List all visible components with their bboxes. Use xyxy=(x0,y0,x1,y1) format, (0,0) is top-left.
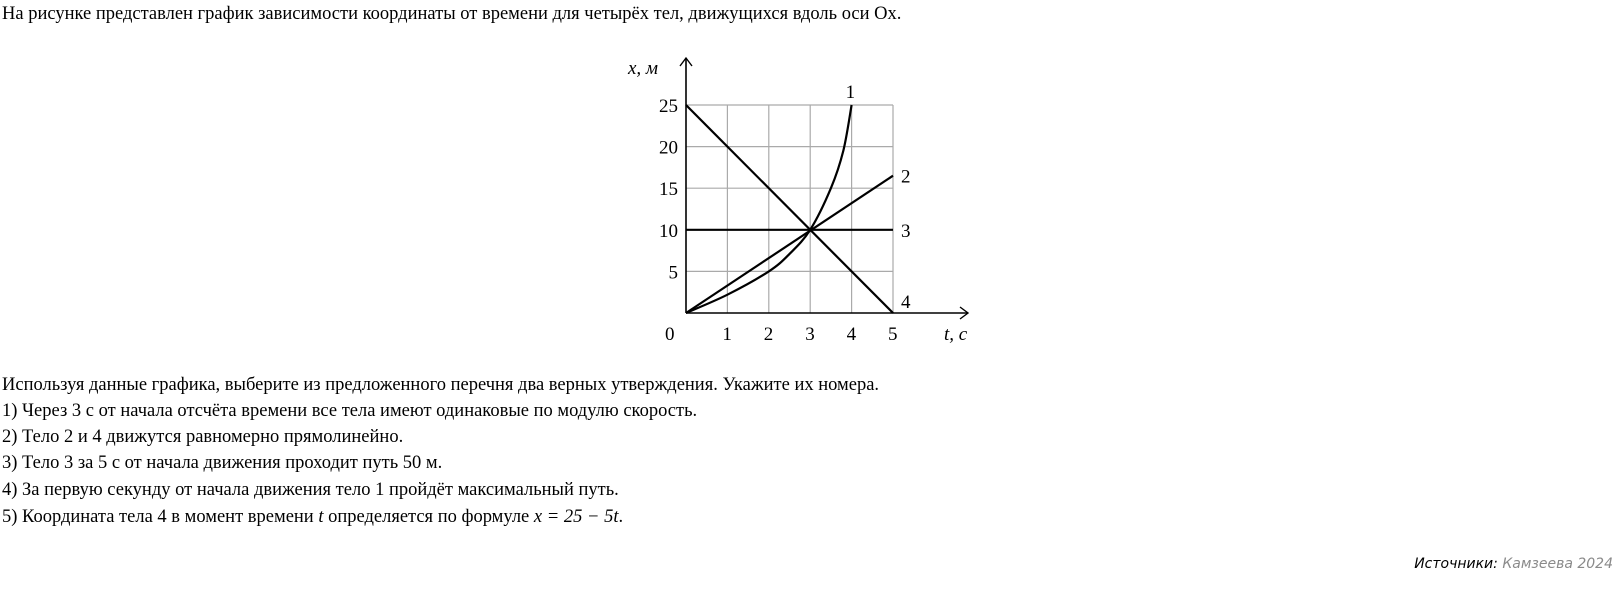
option-5-suffix: . xyxy=(618,507,624,527)
x-tick-label: 2 xyxy=(763,324,774,345)
series-line-2 xyxy=(686,176,893,313)
coordinate-time-chart xyxy=(620,50,990,350)
source-label: Источники: xyxy=(1414,556,1498,572)
option-5-middle: определяется по формуле xyxy=(323,507,534,527)
x-tick-label: 5 xyxy=(888,324,898,345)
option-4: 4) За первую секунду от начала движения тело 1 пройдёт максимальный путь. xyxy=(2,480,619,500)
option-2: 2) Тело 2 и 4 движутся равномерно прямолинейно. xyxy=(2,427,404,447)
source-link[interactable]: Камзеева 2024 xyxy=(1502,556,1613,572)
option-5-formula: x = 25 − 5t xyxy=(533,507,619,527)
y-tick-label: 20 xyxy=(659,137,678,159)
series-label-4: 4 xyxy=(901,292,911,313)
series-label-1: 1 xyxy=(845,82,856,103)
labels xyxy=(627,58,968,345)
x-tick-label: 4 xyxy=(846,324,857,345)
series-label-2: 2 xyxy=(901,166,911,188)
y-tick-label: 15 xyxy=(659,179,678,201)
y-tick-label: 5 xyxy=(668,262,678,284)
option-5-prefix: 5) Координата тела 4 в момент времени xyxy=(2,507,319,527)
y-tick-label: 25 xyxy=(659,96,678,117)
series-label-3: 3 xyxy=(901,220,911,242)
option-1: 1) Через 3 с от начала отсчёта времени все тела имеют одинаковые по модулю скорость. xyxy=(2,401,698,421)
x-tick-label: 0 xyxy=(665,324,675,345)
series xyxy=(686,105,893,313)
y-tick-label: 10 xyxy=(659,220,678,242)
x-axis-label: t, с xyxy=(944,324,968,345)
y-axis-label: x, м xyxy=(628,58,659,79)
intro-text: На рисунке представлен график зависимости координаты от времени для четырёх тел, движущихся вдоль оси Ox. xyxy=(2,4,902,24)
option-5-var: t xyxy=(318,507,324,527)
option-3: 3) Тело 3 за 5 с от начала движения проходит путь 50 м. xyxy=(2,453,443,473)
x-tick-label: 1 xyxy=(722,324,732,345)
option-5 xyxy=(2,507,623,528)
series-line-4 xyxy=(686,105,893,313)
source-attribution xyxy=(1414,556,1613,572)
x-tick-label: 3 xyxy=(805,324,815,345)
question-text: Используя данные графика, выберите из предложенного перечня два верных утверждения. Укажите их номера. xyxy=(2,375,880,395)
